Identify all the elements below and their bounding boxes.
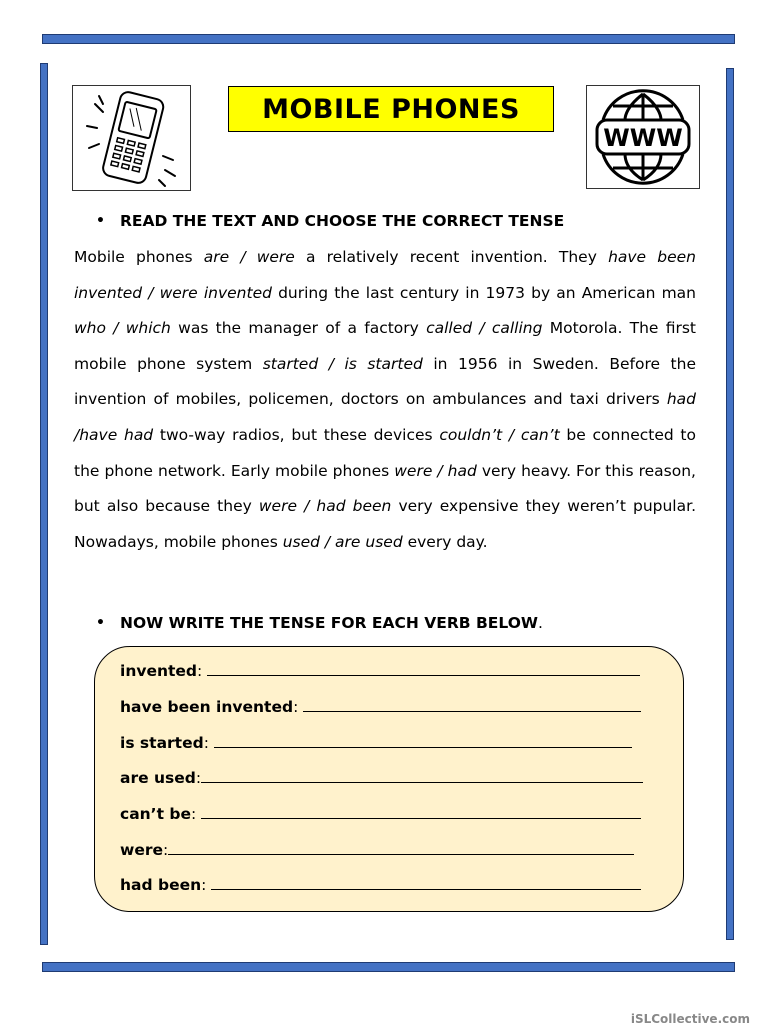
section-heading-write [96, 614, 543, 632]
passage-text: in 1956 in Sweden. Before the invention of mobiles, policemen, doctors on ambulances and taxi drivers [74, 354, 696, 409]
verb-label: were [120, 841, 163, 859]
exercise-row [120, 841, 634, 859]
answer-line[interactable] [201, 806, 641, 819]
section-heading-text: NOW WRITE THE TENSE FOR EACH VERB BELOW [120, 614, 538, 632]
option-choice: are / were [203, 248, 295, 266]
separator: : [190, 805, 202, 823]
passage-text: very heavy. For this reason, but also because they [74, 461, 696, 516]
answer-line[interactable] [201, 770, 643, 783]
bullet-icon: • [96, 213, 105, 229]
www-image-frame [586, 85, 700, 189]
heading-period: . [537, 614, 543, 632]
exercise-row [120, 805, 641, 823]
verb-label: is started [120, 734, 204, 752]
passage-text: very expensive they weren’t pupular. Nowadays, mobile phones [74, 497, 696, 551]
option-choice: had /have had [74, 390, 696, 444]
verb-label: are used [120, 769, 196, 787]
passage-text: during the last century in 1973 by an American man [271, 283, 697, 302]
right-border-bar [726, 68, 734, 940]
left-border-bar [40, 63, 48, 945]
verb-label: had been [120, 876, 202, 894]
verb-label: can’t be [120, 805, 191, 823]
option-choice: called / calling [426, 319, 543, 338]
phone-image-frame [72, 85, 191, 191]
page-title: MOBILE PHONES [228, 86, 554, 132]
separator: : [195, 769, 202, 787]
passage-text: a relatively recent invention. They [294, 248, 609, 266]
answer-line[interactable] [211, 877, 641, 890]
option-choice: have been invented / were invented [74, 248, 696, 302]
separator: : [293, 698, 304, 716]
option-choice: couldn’t / can’t [439, 425, 560, 444]
option-choice: were / had [394, 461, 477, 480]
passage-text: Motorola. The first mobile phone system [74, 319, 697, 373]
separator: : [201, 876, 212, 894]
section-heading-text: READ THE TEXT AND CHOOSE THE CORRECT TENSE [120, 212, 565, 230]
footer-watermark: iSLCollective.com [630, 1012, 750, 1026]
reading-passage [74, 240, 696, 560]
option-choice: started / is started [262, 354, 423, 373]
bottom-border-bar [42, 962, 735, 972]
www-globe-icon [587, 86, 699, 188]
mobile-phone-icon [73, 86, 190, 190]
answer-line[interactable] [168, 842, 634, 855]
bullet-icon: • [96, 615, 105, 631]
exercise-row [120, 876, 641, 894]
separator: : [203, 734, 214, 752]
answer-line[interactable] [303, 699, 641, 712]
exercise-row [120, 734, 632, 752]
passage-text: be connected to the phone network. Early mobile phones [74, 425, 696, 480]
verb-label: invented [120, 662, 198, 680]
top-border-bar [42, 34, 735, 44]
verb-label: have been invented [120, 698, 294, 716]
passage-text: two-way radios, but these devices [153, 425, 440, 444]
separator: : [163, 841, 169, 859]
svg-text:WWW: WWW [603, 124, 683, 152]
answer-line[interactable] [214, 735, 632, 748]
passage-text: was the manager of a factory [170, 319, 427, 338]
exercise-row [120, 698, 641, 716]
section-heading-read [96, 212, 564, 230]
exercise-row [120, 662, 640, 680]
exercise-row [120, 769, 643, 787]
answer-line[interactable] [207, 663, 640, 676]
option-choice: were / had been [258, 497, 392, 516]
option-choice: who / which [74, 319, 171, 338]
passage-text: every day. [402, 532, 488, 551]
passage-text: Mobile phones [74, 248, 204, 266]
separator: : [197, 662, 208, 680]
option-choice: used / are used [282, 532, 403, 551]
